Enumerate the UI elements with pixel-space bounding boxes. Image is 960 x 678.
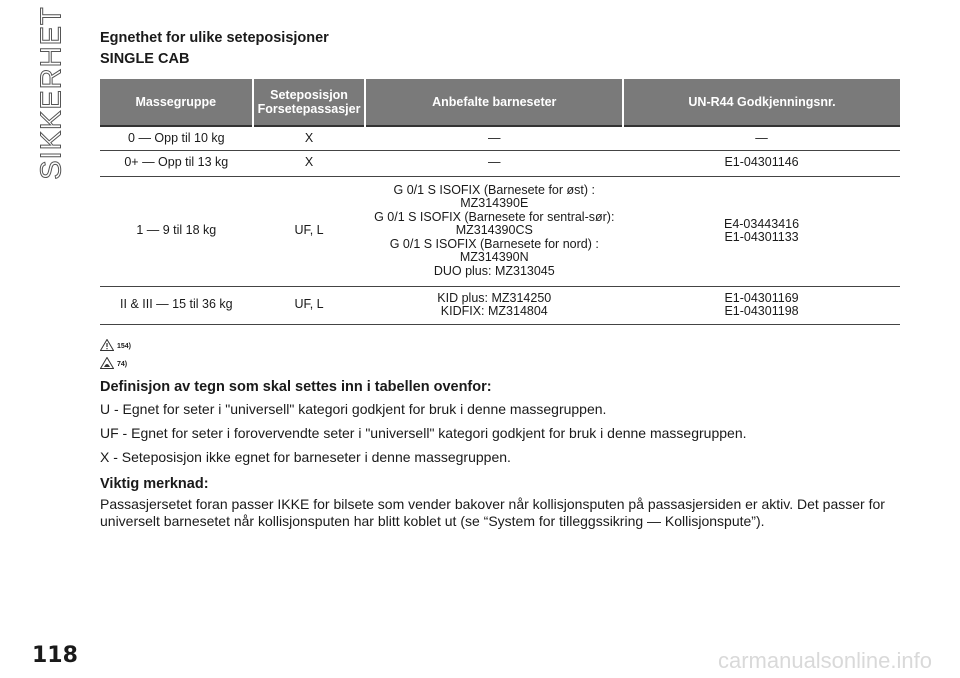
table-cell: KID plus: MZ314250 KIDFIX: MZ314804 [365,286,623,324]
definition-line: X - Seteposisjon ikke egnet for barneseter i denne massegruppen. [100,448,511,465]
page-title: Egnethet for ulike seteposisjoner [100,30,329,46]
table-cell: E1-04301169 E1-04301198 [623,286,900,324]
section-tab [22,6,82,180]
header-approval-number: UN-R44 Godkjenningsnr. [623,79,900,126]
seat-position-table [100,79,900,325]
note-text: Passasjersetet foran passer IKKE for bilsete som vender bakover når kollisjonsputen på passasjersiden er aktiv. Det passer for universelt barnesetet når kollisjonsputen har blitt koblet ut (se “System for tilleggssikring — Kollisjonspute”). [100,495,885,529]
table-cell: X [253,126,366,150]
table-cell: E4-03443416 E1-04301133 [623,176,900,286]
warning-triangle-icon [100,338,114,350]
header-seat-position: Seteposisjon Forsetepassasjer [253,79,366,126]
table-row [100,286,900,324]
table-cell: — [365,126,623,150]
warning-ref-number: 154) [117,343,132,350]
table-cell: E1-04301146 [623,150,900,176]
table-cell: X [253,150,366,176]
section-tab-label: SIKKERHET [35,6,68,180]
table-cell: UF, L [253,286,366,324]
watermark: carmanualsonline.info [717,648,932,673]
table-cell: 0+ — Opp til 13 kg [100,150,253,176]
environment-ref-number: 74) [117,361,128,368]
table-cell: — [365,150,623,176]
definitions-title: Definisjon av tegn som skal settes inn i tabellen ovenfor: [100,378,492,395]
table-cell: 0 — Opp til 10 kg [100,126,253,150]
table-cell: UF, L [253,176,366,286]
table-row [100,126,900,150]
header-mass-group: Massegruppe [100,79,253,126]
table-cell: — [623,126,900,150]
table-cell: 1 — 9 til 18 kg [100,176,253,286]
table-cell: II & III — 15 til 36 kg [100,286,253,324]
warning-reference [100,335,900,353]
page-number: 118 [32,643,78,668]
main-content [100,30,900,537]
note-title: Viktig merknad: [100,475,209,492]
environment-reference [100,353,900,371]
table-cell: G 0/1 S ISOFIX (Barnesete for øst) : MZ314390E G 0/1 S ISOFIX (Barnesete for sentral-sør): MZ314390CS G 0/1 S ISOFIX (Barnesete for nord) : MZ314390N DUO plus: MZ313045 [365,176,623,286]
header-recommended-seats: Anbefalte barneseter [365,79,623,126]
reference-notes [100,335,900,371]
page-subtitle: SINGLE CAB [100,51,190,67]
definition-line: UF - Egnet for seter i forovervendte seter i "universell" kategori godkjent for bruk i denne massegruppen. [100,424,747,441]
table-row [100,150,900,176]
table-header-row [100,79,900,126]
environment-icon [100,356,114,368]
table-row [100,176,900,286]
definition-line: U - Egnet for seter i "universell" kategori godkjent for bruk i denne massegruppen. [100,400,607,417]
